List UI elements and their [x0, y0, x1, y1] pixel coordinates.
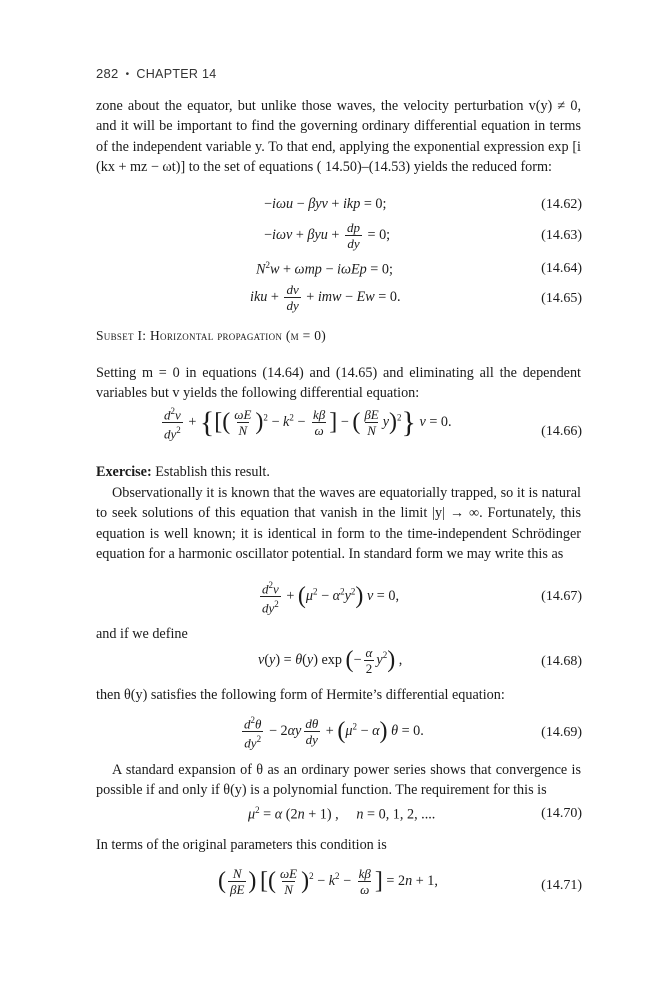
exercise-text: Establish this result.: [155, 464, 270, 480]
section-heading: [96, 328, 326, 344]
equation-14-68: v(y) = θ(y) exp (− $\frac{\alpha}{2}$ $y^2$) ,: [258, 645, 403, 676]
paragraph-setting: [96, 363, 581, 404]
equation-number: (14.70): [541, 806, 582, 821]
paragraph-observation-text: Observationally it is known that the waves are equatorially trapped, so it is natural to seek solutions of this equation that vanish in the limit |y| → ∞. Fortunately, this equation is well known; it is identical in form to the time-independent Schrödinger equation for a harmonic oscillator potential. In standard form we may write this as: [96, 485, 581, 562]
equation-14-71: ( $\frac{N}{\beta E}$ ) [( $\frac{\omega E}{N}$ )$^2 - k^2$ − $\frac{k\beta}{\omega}$ ] = 2n + 1,: [218, 866, 438, 897]
equation-14-62: −iωu − βyv + ikp = 0;: [264, 196, 387, 212]
equation-number: (14.64): [541, 261, 582, 276]
paragraph-intro-text: zone about the equator, but unlike those waves, the velocity perturbation v(y) ≠ 0, and it will be important to find the governing ordinary differential equation in terms of the independent variable y. To that end, applying the exponential expression exp [i (kx + mz − ωt)] to the set of equations ( 14.50)–(14.53) yields the reduced form:: [96, 98, 581, 175]
equation-number: (14.66): [541, 424, 582, 439]
exercise: [96, 462, 581, 482]
paragraph-setting-text: Setting m = 0 in equations (14.64) and (14.65) and eliminating all the dependent variables but v yields the following differential equation:: [96, 365, 581, 402]
paragraph-original-params: [96, 835, 581, 855]
equation-number: (14.69): [541, 725, 582, 740]
paragraph-define-text: and if we define: [96, 626, 188, 642]
paragraph-observation: [96, 483, 581, 564]
paragraph-intro: [96, 96, 581, 177]
header-separator: •: [125, 69, 130, 80]
page-number: 282: [96, 66, 119, 81]
exercise-label: Exercise:: [96, 464, 152, 480]
equation-number: (14.63): [541, 228, 582, 243]
paragraph-original-params-text: In terms of the original parameters this condition is: [96, 837, 387, 853]
equation-14-65: iku + $\frac{dv}{dy}$ + imw − Ew = 0.: [250, 282, 401, 313]
paragraph-expansion: [96, 760, 581, 801]
running-header: [96, 66, 217, 81]
paragraph-define: [96, 624, 581, 644]
equation-number: (14.65): [541, 291, 582, 306]
paragraph-hermite-text: then θ(y) satisfies the following form of Hermite’s differential equation:: [96, 687, 505, 703]
equation-number: (14.71): [541, 878, 582, 893]
equation-number: (14.68): [541, 654, 582, 669]
paragraph-hermite: [96, 685, 581, 705]
equation-14-64: $N^2w + \omega mp - i\omega Ep = 0$;: [256, 260, 393, 278]
chapter-label: CHAPTER 14: [136, 67, 217, 81]
equation-number: (14.67): [541, 589, 582, 604]
section-heading-text: Subset I: Horizontal propagation (m = 0): [96, 328, 327, 343]
equation-14-63: −iωv + βyu + $\frac{dp}{dy}$ = 0;: [264, 220, 391, 251]
paragraph-expansion-text: A standard expansion of θ as an ordinary power series shows that convergence is possible if and only if θ(y) is a polynomial function. The requirement for this is: [96, 762, 581, 799]
equation-14-67: $\frac{d^2v}{dy^2}$ + $(\mu^2 - \alpha^2y^2) v = 0$,: [262, 580, 399, 616]
equation-14-69: $\frac{d^2\theta}{dy^2}$ − 2αy $\frac{d\theta}{dy}$ + $(\mu^2 - \alpha) \theta = 0$.: [244, 715, 424, 751]
equation-14-66: $\frac{d^2v}{dy^2}$ + {[( $\frac{\omega E}{N}$ )$^2 - k^2$ − $\frac{k\beta}{\omega}$ ] − ( $\frac{\beta E}{N}$ y)$^2$} v = 0.: [164, 405, 452, 442]
equation-14-70: $\mu^2 = \alpha$ (2n + 1) , n = 0, 1, 2, ....: [248, 805, 436, 823]
equation-number: (14.62): [541, 197, 582, 212]
